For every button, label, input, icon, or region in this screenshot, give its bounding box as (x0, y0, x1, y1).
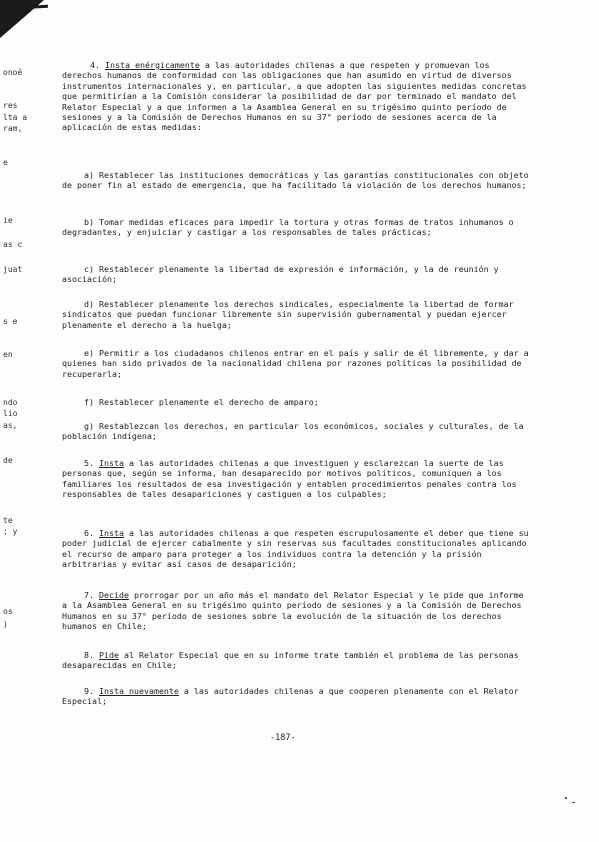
paragraph-5 (62, 458, 532, 500)
margin-fragment: juat (3, 265, 23, 274)
paragraph-9 (62, 686, 532, 707)
margin-fragment: ) (3, 620, 8, 629)
paragraph-text: Restablezcan los derechos, en particular los económicos, sociales y culturales, de la población indígena; (62, 421, 524, 442)
paragraph-text: Restablecer las instituciones democráticas y las garantías constitucionales con objeto de poner fin al estado de emergencia, que ha facilitado la violación de los derechos humanos; (62, 170, 529, 191)
paragraph-number: 7. (84, 590, 94, 600)
paragraph-text: a las autoridades chilenas a que investiguen y esclarezcan la suerte de las personas que, según se informa, han desaparecido por motivos políticos, comuniquen a los familiares los resultados de esa investigación y entablen procedimientos penales contra los responsables de tales desapariciones y castiguen a los culpables; (62, 458, 517, 500)
paragraph-number: a) (84, 170, 94, 180)
subparagraph-b (62, 217, 532, 238)
operative-verb: Insta (99, 528, 124, 538)
paragraph-text: Permitir a los ciudadanos chilenos entrar en el país y salir de él libremente, y dar a quienes han sido privados de la nacionalidad chilena por razones políticas la posibilidad de recuperarla; (62, 348, 529, 379)
margin-fragment: res (3, 101, 18, 110)
paragraph-number: 9. (84, 686, 94, 696)
margin-fragment: s e (3, 317, 18, 326)
margin-fragment: de (3, 456, 13, 465)
operative-verb: Insta nuevamente (99, 686, 179, 696)
paragraph-text: a las autoridades chilenas a que respeten y promuevan los derechos humanos de conformidad con las obligaciones que han asumido en virtud de diversos instrumentos internacionales y, en particular, a que adopten las siguientes medidas concretas que permitirían a la Comisión considerar la posibilidad de dar por terminado el mandato del Relator Especial y a que informen a la Asamblea General en su trigésimo quinto período de sesiones y a la Comisión de Derechos Humanos en su 37° período de sesiones acerca de la aplicación de estas medidas: (62, 60, 527, 133)
paragraph-4 (62, 60, 532, 133)
paragraph-number: 4. (90, 60, 100, 70)
paragraph-text: prorrogar por un año más el mandato del Relator Especial y le pide que informe a la Asamblea General en su trigésimo quinto período de sesiones y a la Comisión de Derechos Humanos en su 37° período de sesiones sobre la evolución de la situación de los derechos humanos en Chile; (62, 590, 524, 632)
paragraph-number: f) (84, 397, 94, 407)
paragraph-8 (62, 650, 532, 671)
margin-fragment: te (3, 516, 13, 525)
scan-speck (572, 802, 575, 803)
margin-fragment: lio (3, 409, 18, 418)
paragraph-number: b) (84, 217, 94, 227)
paragraph-text: a las autoridades chilenas a que cooperen plenamente con el Relator Especial; (62, 686, 519, 707)
paragraph-text: Restablecer plenamente el derecho de amparo; (94, 397, 319, 407)
operative-verb: Insta enérgicamente (105, 60, 200, 70)
subparagraph-f (62, 397, 532, 407)
margin-fragment: lta a (3, 113, 28, 122)
paragraph-number: 8. (84, 650, 94, 660)
subparagraph-a (62, 170, 532, 191)
subparagraph-c (62, 264, 532, 285)
paragraph-text: al Relator Especial que en su informe trate también el problema de las personas desaparecidas en Chile; (62, 650, 519, 671)
margin-fragment: as c (3, 240, 23, 249)
operative-verb: Pide (99, 650, 119, 660)
margin-fragment: ndo (3, 398, 18, 407)
paragraph-number: c) (84, 264, 94, 274)
subparagraph-g (62, 421, 532, 442)
subparagraph-d (62, 299, 532, 330)
paragraph-text: Restablecer plenamente la libertad de expresión e información, y la de reunión y asociación; (62, 264, 499, 285)
paragraph-number: 5. (84, 458, 94, 468)
margin-fragment: os (3, 607, 13, 616)
paragraph-number: g) (84, 421, 94, 431)
margin-fragment: ram, (3, 124, 23, 133)
subparagraph-e (62, 348, 532, 379)
operative-verb: Decide (99, 590, 129, 600)
paragraph-7 (62, 590, 532, 632)
scan-speck (565, 797, 567, 799)
paragraph-6 (62, 528, 532, 570)
margin-fragment: onoé (3, 68, 23, 77)
margin-fragment: as, (3, 421, 18, 430)
paragraph-number: d) (84, 299, 94, 309)
page-number: -187- (270, 733, 296, 743)
margin-fragment: ie (3, 216, 13, 225)
operative-verb: Insta (99, 458, 124, 468)
paragraph-number: 6. (84, 528, 94, 538)
paragraph-text: a las autoridades chilenas a que respeten escrupulosamente el deber que tiene su poder judicial de ejercer cabalmente y sin reservas sus facultades constitucionales aplicando el recurso de amparo para proteger a los individuos contra la detención y la prisión arbitrarias y evitar así casos de desaparición; (62, 528, 529, 570)
paragraph-text: Restablecer plenamente los derechos sindicales, especialmente la libertad de formar sindicatos que puedan funcionar libremente sin supervisión gubernamental y puedan ejercer plenamente el derecho a la huelga; (62, 299, 514, 330)
margin-fragment: e (3, 158, 8, 167)
paragraph-text: Tomar medidas eficaces para impedir la tortura y otras formas de tratos inhumanos o degradantes, y enjuiciar y castigar a los responsables de tales prácticas; (62, 217, 514, 238)
paragraph-number: e) (84, 348, 94, 358)
margin-fragment: en (3, 350, 13, 359)
margin-fragment: ; y (3, 527, 18, 536)
